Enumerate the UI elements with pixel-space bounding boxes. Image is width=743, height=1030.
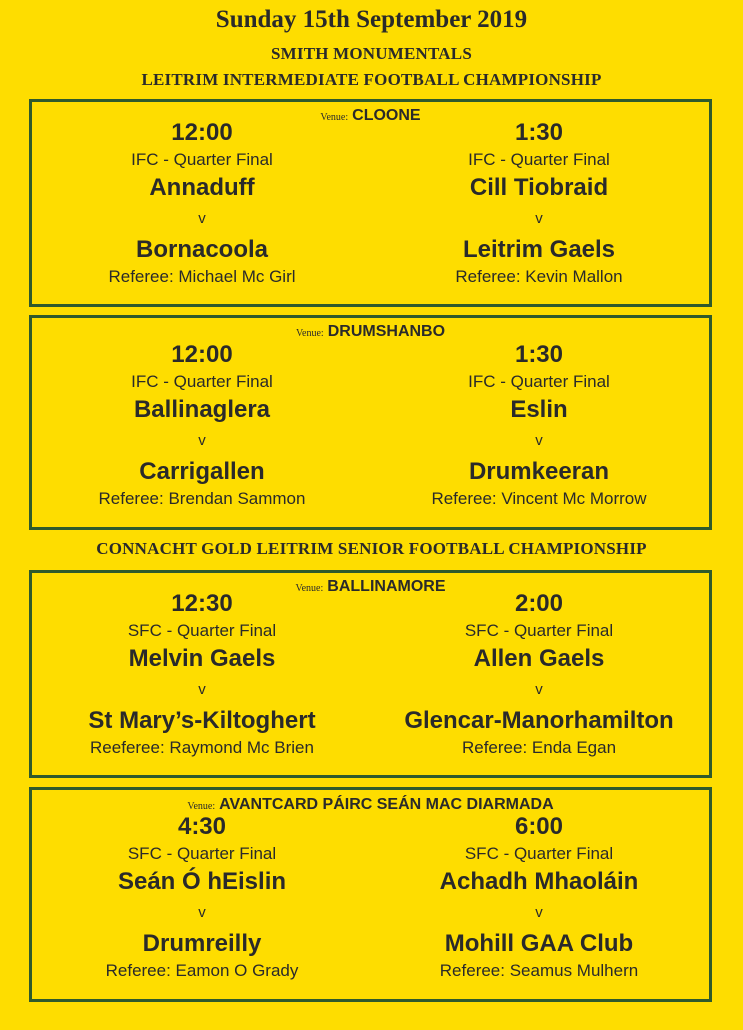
match-time: 6:00	[514, 813, 564, 840]
venue-label: Venue:	[187, 801, 216, 812]
match-card	[32, 118, 372, 288]
away-team: Glencar-Manorhamilton	[404, 707, 674, 734]
referee: Referee: Brendan Sammon	[98, 489, 306, 508]
venue-name: AVANTCARD PÁIRC SEÁN MAC DIARMADA	[219, 796, 554, 813]
venue-line	[32, 323, 709, 341]
venue-label: Venue:	[320, 112, 349, 123]
versus-label: v	[198, 432, 206, 449]
match-round: IFC - Quarter Final	[131, 372, 273, 391]
home-team: Melvin Gaels	[128, 645, 276, 672]
versus-label: v	[535, 904, 543, 921]
referee: Referee: Eamon O Grady	[105, 961, 299, 980]
home-team: Ballinaglera	[133, 396, 271, 423]
match-card	[32, 589, 372, 759]
referee: Reeferee: Raymond Mc Brien	[90, 738, 314, 757]
match-time: 1:30	[514, 119, 564, 146]
match-card	[369, 812, 709, 982]
referee: Referee: Kevin Mallon	[455, 267, 623, 286]
match-card	[32, 812, 372, 982]
venue-box-ballinamore	[29, 570, 712, 778]
away-team: Drumkeeran	[468, 458, 610, 485]
match-round: IFC - Quarter Final	[468, 150, 610, 169]
intermediate-championship-heading: LEITRIM INTERMEDIATE FOOTBALL CHAMPIONSHIP	[141, 70, 602, 89]
match-card	[369, 118, 709, 288]
venue-name: DRUMSHANBO	[327, 323, 446, 340]
away-team: Bornacoola	[135, 236, 269, 263]
venue-box-cloone	[29, 99, 712, 307]
home-team: Eslin	[510, 396, 568, 423]
match-time: 12:00	[171, 119, 233, 146]
match-time: 4:30	[177, 813, 227, 840]
match-time: 2:00	[514, 590, 564, 617]
versus-label: v	[535, 681, 543, 698]
versus-label: v	[535, 432, 543, 449]
referee: Referee: Vincent Mc Morrow	[431, 489, 647, 508]
away-team: Drumreilly	[142, 930, 262, 957]
match-time: 12:00	[171, 341, 233, 368]
away-team: Leitrim Gaels	[462, 236, 616, 263]
match-card	[369, 340, 709, 510]
venue-name: BALLINAMORE	[327, 578, 446, 595]
match-round: IFC - Quarter Final	[468, 372, 610, 391]
date-heading: Sunday 15th September 2019	[215, 6, 528, 33]
sponsor-heading: SMITH MONUMENTALS	[271, 44, 472, 63]
away-team: Mohill GAA Club	[444, 930, 634, 957]
venue-box-drumshanbo	[29, 315, 712, 530]
away-team: St Mary’s-Kiltoghert	[88, 707, 316, 734]
venue-label: Venue:	[295, 328, 324, 339]
home-team: Allen Gaels	[473, 645, 605, 672]
match-round: SFC - Quarter Final	[127, 844, 277, 863]
venue-label: Venue:	[295, 583, 324, 594]
match-time: 12:30	[171, 590, 233, 617]
senior-championship-heading: CONNACHT GOLD LEITRIM SENIOR FOOTBALL CHAMPIONSHIP	[96, 539, 647, 558]
away-team: Carrigallen	[139, 458, 265, 485]
versus-label: v	[198, 904, 206, 921]
versus-label: v	[198, 210, 206, 227]
match-time: 1:30	[514, 341, 564, 368]
match-card	[32, 340, 372, 510]
match-card	[369, 589, 709, 759]
home-team: Achadh Mhaoláin	[439, 868, 639, 895]
match-round: SFC - Quarter Final	[127, 621, 277, 640]
referee: Referee: Michael Mc Girl	[108, 267, 296, 286]
venue-box-avantcard-pairc	[29, 787, 712, 1002]
match-round: SFC - Quarter Final	[464, 844, 614, 863]
home-team: Seán Ó hEislin	[117, 868, 287, 895]
versus-label: v	[535, 210, 543, 227]
referee: Referee: Enda Egan	[461, 738, 617, 757]
match-round: SFC - Quarter Final	[464, 621, 614, 640]
versus-label: v	[198, 681, 206, 698]
referee: Referee: Seamus Mulhern	[439, 961, 639, 980]
match-round: IFC - Quarter Final	[131, 150, 273, 169]
venue-name: CLOONE	[352, 107, 421, 124]
home-team: Annaduff	[149, 174, 255, 201]
home-team: Cill Tiobraid	[469, 174, 609, 201]
